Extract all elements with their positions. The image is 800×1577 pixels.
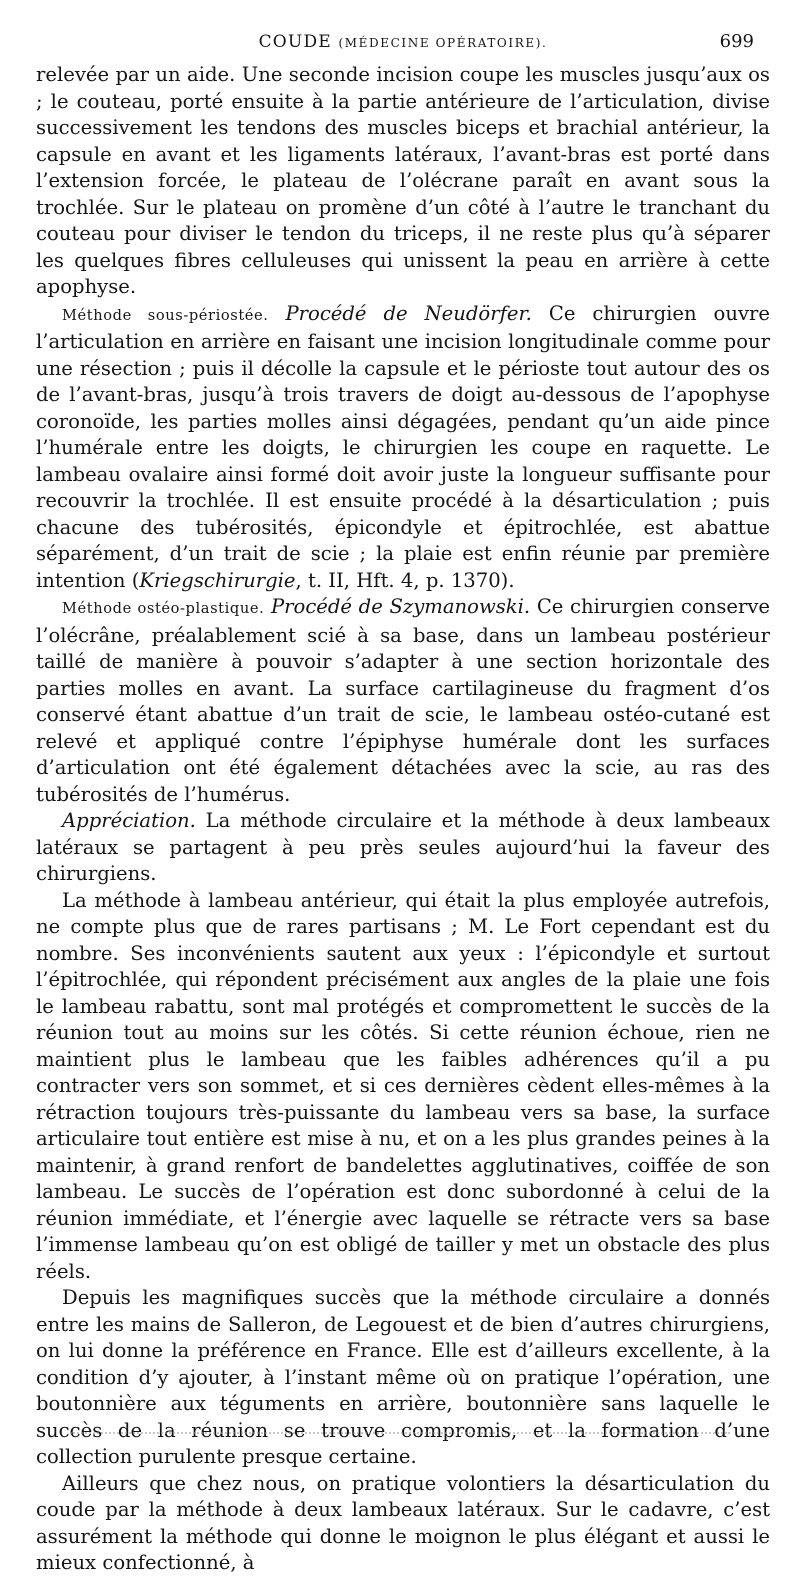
running-title-subtitle: (MÉDECINE OPÉRATOIRE). [338, 36, 548, 50]
running-title-main: COUDE [258, 32, 332, 52]
procedure-name-neudorfer: Procédé de Neudörfer. [285, 301, 532, 325]
method-label-osteoplastic: Méthode ostéo-plastique. [62, 600, 265, 617]
paragraph-text: Ce chirurgien conserve l’olécrâne, préalablement scié à sa base, dans un lambeau postérieur taillé de manière à pouvoir s’adapter à une section horizontale des parties molles en avant. La surface cartilagineuse du fragment d’os conservé étant abattue d’un trait de scie, le lambeau ostéo-cutané est relevé et appliqué contre l’épiphyse humérale dont les surfaces d’articulation ont été également détachées avec la scie, au ras des tubérosités de l’humérus. [36, 595, 771, 806]
procedure-name-szymanowski: Procédé de Szymanowski. [270, 595, 531, 618]
paragraph-text: Ce chirurgien ouvre l’articulation en arrière en faisant une incision longitudinale comme pour une résection ; puis il décolle la capsule et le périoste tout autour des os de l’avant-bras, jusqu’à trois travers de doigt au-dessous de l’apophyse coronoïde, les parties molles ainsi dégagées, pendant qu’un aide pince l’humérale entre les doigts, le chirurgien les coupe en raquette. Le lambeau ovalaire ainsi formé doit avoir juste la longueur suffisante pour recouvrir la trochlée. Il est ensuite procédé à la désarticulation ; puis chacune des tubérosités, épicondyle et épitrochlée, est abattue séparément, d’un trait de scie ; la plaie est enfin réunie par première intention ( [36, 301, 770, 592]
citation-reference: , t. II, Hft. 4, p. 1370). [295, 568, 515, 592]
paragraph-circular-method: Depuis les magnifiques succès que la méthode circulaire a donnés entre les mains de Salleron, de Legouest et de bien d’autres chirurgiens, on lui donne la préférence en France. Elle est d’ailleurs excellente, à la condition d’y ajouter, à l’instant même où on pratique l’opération, une boutonnière aux téguments en arrière, boutonnière sans laquelle le succès de la réunion se trouve compromis, et la formation d’une collection purulente presque certaine. [36, 1286, 770, 1468]
body-text [36, 62, 770, 1577]
citation-title: Kriegschirurgie [139, 568, 296, 592]
paragraph-subperiosteal-method [36, 301, 770, 595]
paragraph-continuation: relevée par un aide. Une seconde incision coupe les muscles jusqu’aux os ; le couteau, porté ensuite à la partie antérieure de l’articulation, divise successivement les tendons des muscles biceps et brachial antérieur, la capsule en avant et les ligaments latéraux, l’avant-bras est porté dans l’extension forcée, le plateau de l’olécrane paraît en avant sous la trochlée. Sur le plateau on promène d’un côté à l’autre le tranchant du couteau pour diviser le tendon du triceps, il ne reste plus qu’à séparer les quelques fibres celluleuses qui unissent la peau en arrière à cette apophyse. [36, 63, 770, 298]
running-head [36, 0, 770, 62]
page-number: 699 [719, 31, 754, 52]
method-label-subperiosteal: Méthode sous-périostée. [62, 306, 269, 324]
footer-divider [70, 1432, 730, 1434]
paragraph-anterior-flap: La méthode à lambeau antérieur, qui était la plus employée autrefois, ne compte plus que de rares partisans ; M. Le Fort cependant est du nombre. Ses inconvénients sautent aux yeux : l’épicondyle et surtout l’épitrochlée, qui répondent précisément aux angles de la plaie une fois le lambeau rabattu, sont mal protégés et compromettent le succès de la réunion tout au moins sur les côtés. Si cette réunion échoue, rien ne maintient plus le lambeau que les faibles adhérences qu’il a pu contracter vers son sommet, et si ces dernières cèdent elles-mêmes à la rétraction toujours très-puissante du lambeau vers sa base, la surface articulaire tout entière est mise à nu, et on a les plus grandes peines à la maintenir, à grand renfort de bandelettes agglutinatives, coiffée de son lambeau. Le succès de l’opération est donc subordonné à celui de la réunion immédiate, et l’énergie avec laquelle se rétracte vers sa base l’immense lambeau qu’on est obligé de tailler y met un obstacle des plus réels. [36, 888, 770, 1283]
paragraph-osteoplastic-method [36, 594, 770, 808]
paragraph-appreciation [36, 808, 770, 888]
paragraph-lateral-flaps: Ailleurs que chez nous, on pratique volontiers la désarticulation du coude par la méthode à deux lambeaux latéraux. Sur le cadavre, c’est assurément la méthode qui donne le moignon le plus élégant et aussi le mieux confectionné, à [36, 1471, 770, 1574]
paragraph-text: La méthode circulaire et la méthode à deux lambeaux latéraux se partagent à peu près seules aujourd’hui la faveur des chirurgiens. [36, 809, 770, 885]
running-title [36, 32, 770, 52]
appreciation-label: Appréciation. [62, 809, 196, 832]
